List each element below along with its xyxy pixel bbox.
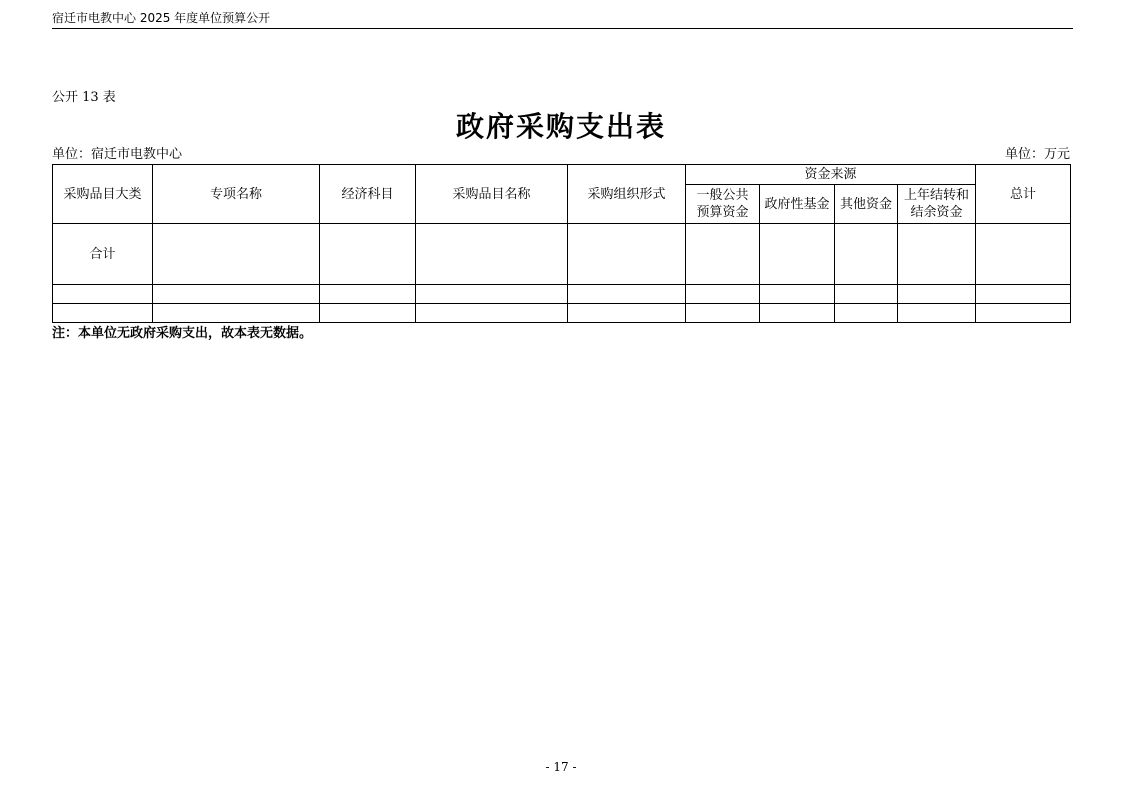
cell-item-name [416, 224, 568, 285]
cell-other-fund [835, 304, 898, 323]
running-header: 宿迁市电教中心 2025 年度单位预算公开 [52, 11, 271, 25]
table-code: 公开 13 表 [52, 90, 116, 105]
unit-name-label: 单位：宿迁市电教中心 [52, 147, 183, 162]
page-number: - 17 - [545, 760, 577, 774]
table-row [53, 285, 1071, 304]
column-header-general-budget: 一般公共预算资金 [686, 185, 760, 224]
cell-category [53, 285, 153, 304]
cell-carryover [898, 285, 976, 304]
column-header-total: 总计 [976, 165, 1071, 224]
table-row [53, 304, 1071, 323]
cell-category [53, 304, 153, 323]
cell-econ-subject [320, 285, 416, 304]
column-header-item-name: 采购品目名称 [416, 165, 568, 224]
cell-gov-fund [760, 304, 835, 323]
cell-project [153, 285, 320, 304]
cell-category: 合计 [53, 224, 153, 285]
table-header-row [53, 165, 1071, 185]
column-header-carryover: 上年结转和结余资金 [898, 185, 976, 224]
table-note: 注：本单位无政府采购支出，故本表无数据。 [52, 326, 313, 341]
cell-general-budget [686, 304, 760, 323]
cell-project [153, 224, 320, 285]
cell-total [976, 285, 1071, 304]
page-title: 政府采购支出表 [455, 110, 666, 143]
cell-general-budget [686, 224, 760, 285]
cell-carryover [898, 224, 976, 285]
cell-total [976, 224, 1071, 285]
header-rule [52, 28, 1073, 29]
cell-general-budget [686, 285, 760, 304]
column-header-category: 采购品目大类 [53, 165, 153, 224]
cell-econ-subject [320, 224, 416, 285]
currency-unit-label: 单位：万元 [1004, 147, 1070, 162]
column-header-org-form: 采购组织形式 [568, 165, 686, 224]
cell-total [976, 304, 1071, 323]
column-header-econ-subject: 经济科目 [320, 165, 416, 224]
cell-other-fund [835, 224, 898, 285]
cell-econ-subject [320, 304, 416, 323]
cell-carryover [898, 304, 976, 323]
cell-other-fund [835, 285, 898, 304]
cell-item-name [416, 285, 568, 304]
procurement-table [52, 164, 1071, 323]
cell-item-name [416, 304, 568, 323]
column-header-other-fund: 其他资金 [835, 185, 898, 224]
cell-org-form [568, 224, 686, 285]
cell-gov-fund [760, 285, 835, 304]
table-row-total [53, 224, 1071, 285]
cell-org-form [568, 304, 686, 323]
cell-gov-fund [760, 224, 835, 285]
cell-project [153, 304, 320, 323]
cell-org-form [568, 285, 686, 304]
column-header-fund-source: 资金来源 [686, 165, 976, 185]
column-header-project: 专项名称 [153, 165, 320, 224]
column-header-gov-fund: 政府性基金 [760, 185, 835, 224]
